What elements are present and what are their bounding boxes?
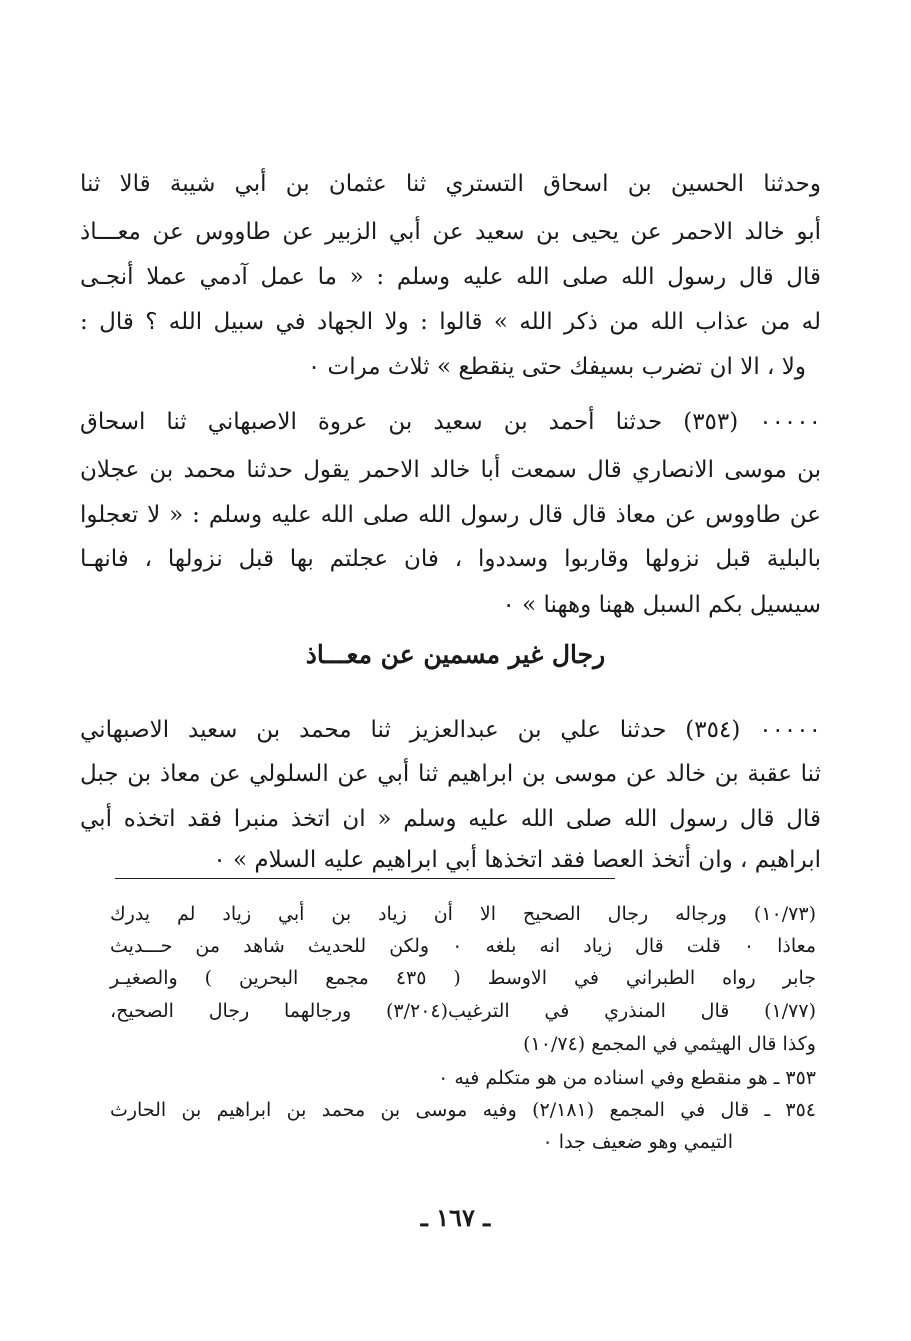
text-line: وحدثنا الحسين بن اسحاق التستري ثنا عثمان بن أبي شيبة قالا ثنا	[80, 171, 821, 197]
text-line: ٠٠٠٠٠ (٣٥٤) حدثنا علي بن عبدالعزيز ثنا محمد بن سعيد الاصبهاني	[80, 717, 821, 743]
text-line: أبو خالد الاحمر عن يحيى بن سعيد عن أبي الزبير عن طاووس عن معـــاذ	[80, 219, 821, 245]
footnote-line: التيمي وهو ضعيف جدا ٠	[542, 1131, 733, 1153]
text-line: ثنا عقبة بن خالد عن موسى بن ابراهيم ثنا أبي عن السلولي عن معاذ بن جبل	[80, 761, 821, 787]
page-number: ـ ١٦٧ ـ	[420, 1203, 491, 1232]
footnote-line: (١/٧٧) قال المنذري في الترغيب(٣/٢٠٤) ورجالهما رجال الصحيح،	[110, 1000, 816, 1022]
text-line: ولا ، الا ان تضرب بسيفك حتى ينقطع » ثلاث مرات ٠	[307, 354, 806, 380]
section-heading: رجال غير مسمين عن معـــاذ	[305, 640, 606, 669]
footnote-line: معاذا ٠ قلت قال زياد انه بلغه ٠ ولكن للحديث شاهد من حـــديث	[110, 935, 816, 957]
footnote-line: ٣٥٤ ـ قال في المجمع (٢/١٨١) وفيه موسى بن محمد بن ابراهيم بن الحارث	[110, 1099, 816, 1121]
text-line: ابراهيم ، وان أتخذ العصا فقد اتخذها أبي ابراهيم عليه السلام » ٠	[213, 847, 821, 873]
footnote-line: جابر رواه الطبراني في الاوسط ( ٤٣٥ مجمع البحرين ) والصغيـر	[110, 967, 816, 989]
footnote-line: (١٠/٧٣) ورجاله رجال الصحيح الا أن زياد بن أبي زياد لم يدرك	[110, 903, 816, 925]
text-line: له من عذاب الله من ذكر الله » قالوا : ولا الجهاد في سبيل الله ؟ قال :	[80, 309, 821, 335]
footnote-line: ٣٥٣ ـ هو منقطع وفي اسناده من هو متكلم فيه ٠	[438, 1067, 816, 1089]
footnote-line: وكذا قال الهيثمي في المجمع (١٠/٧٤)	[523, 1033, 816, 1055]
footnote-divider	[115, 878, 615, 879]
text-line: بن موسى الانصاري قال سمعت أبا خالد الاحمر يقول حدثنا محمد بن عجلان	[80, 457, 821, 483]
text-line: سيسيل بكم السبل ههنا وههنا » ٠	[502, 592, 821, 618]
text-line: بالبلية قبل نزولها وقاربوا وسددوا ، فان عجلتم بها قبل نزولها ، فانهـا	[80, 546, 821, 572]
text-line: عن طاووس عن معاذ قال قال رسول الله صلى الله عليه وسلم : « لا تعجلوا	[80, 502, 821, 528]
text-line: قال قال رسول الله صلى الله عليه وسلم « ان اتخذ منبرا فقد اتخذه أبي	[80, 806, 821, 832]
text-line: ٠٠٠٠٠ (٣٥٣) حدثنا أحمد بن سعيد بن عروة الاصبهاني ثنا اسحاق	[80, 409, 821, 435]
text-line: قال قال رسول الله صلى الله عليه وسلم : « ما عمل آدمي عملا أنجـى	[80, 264, 821, 290]
